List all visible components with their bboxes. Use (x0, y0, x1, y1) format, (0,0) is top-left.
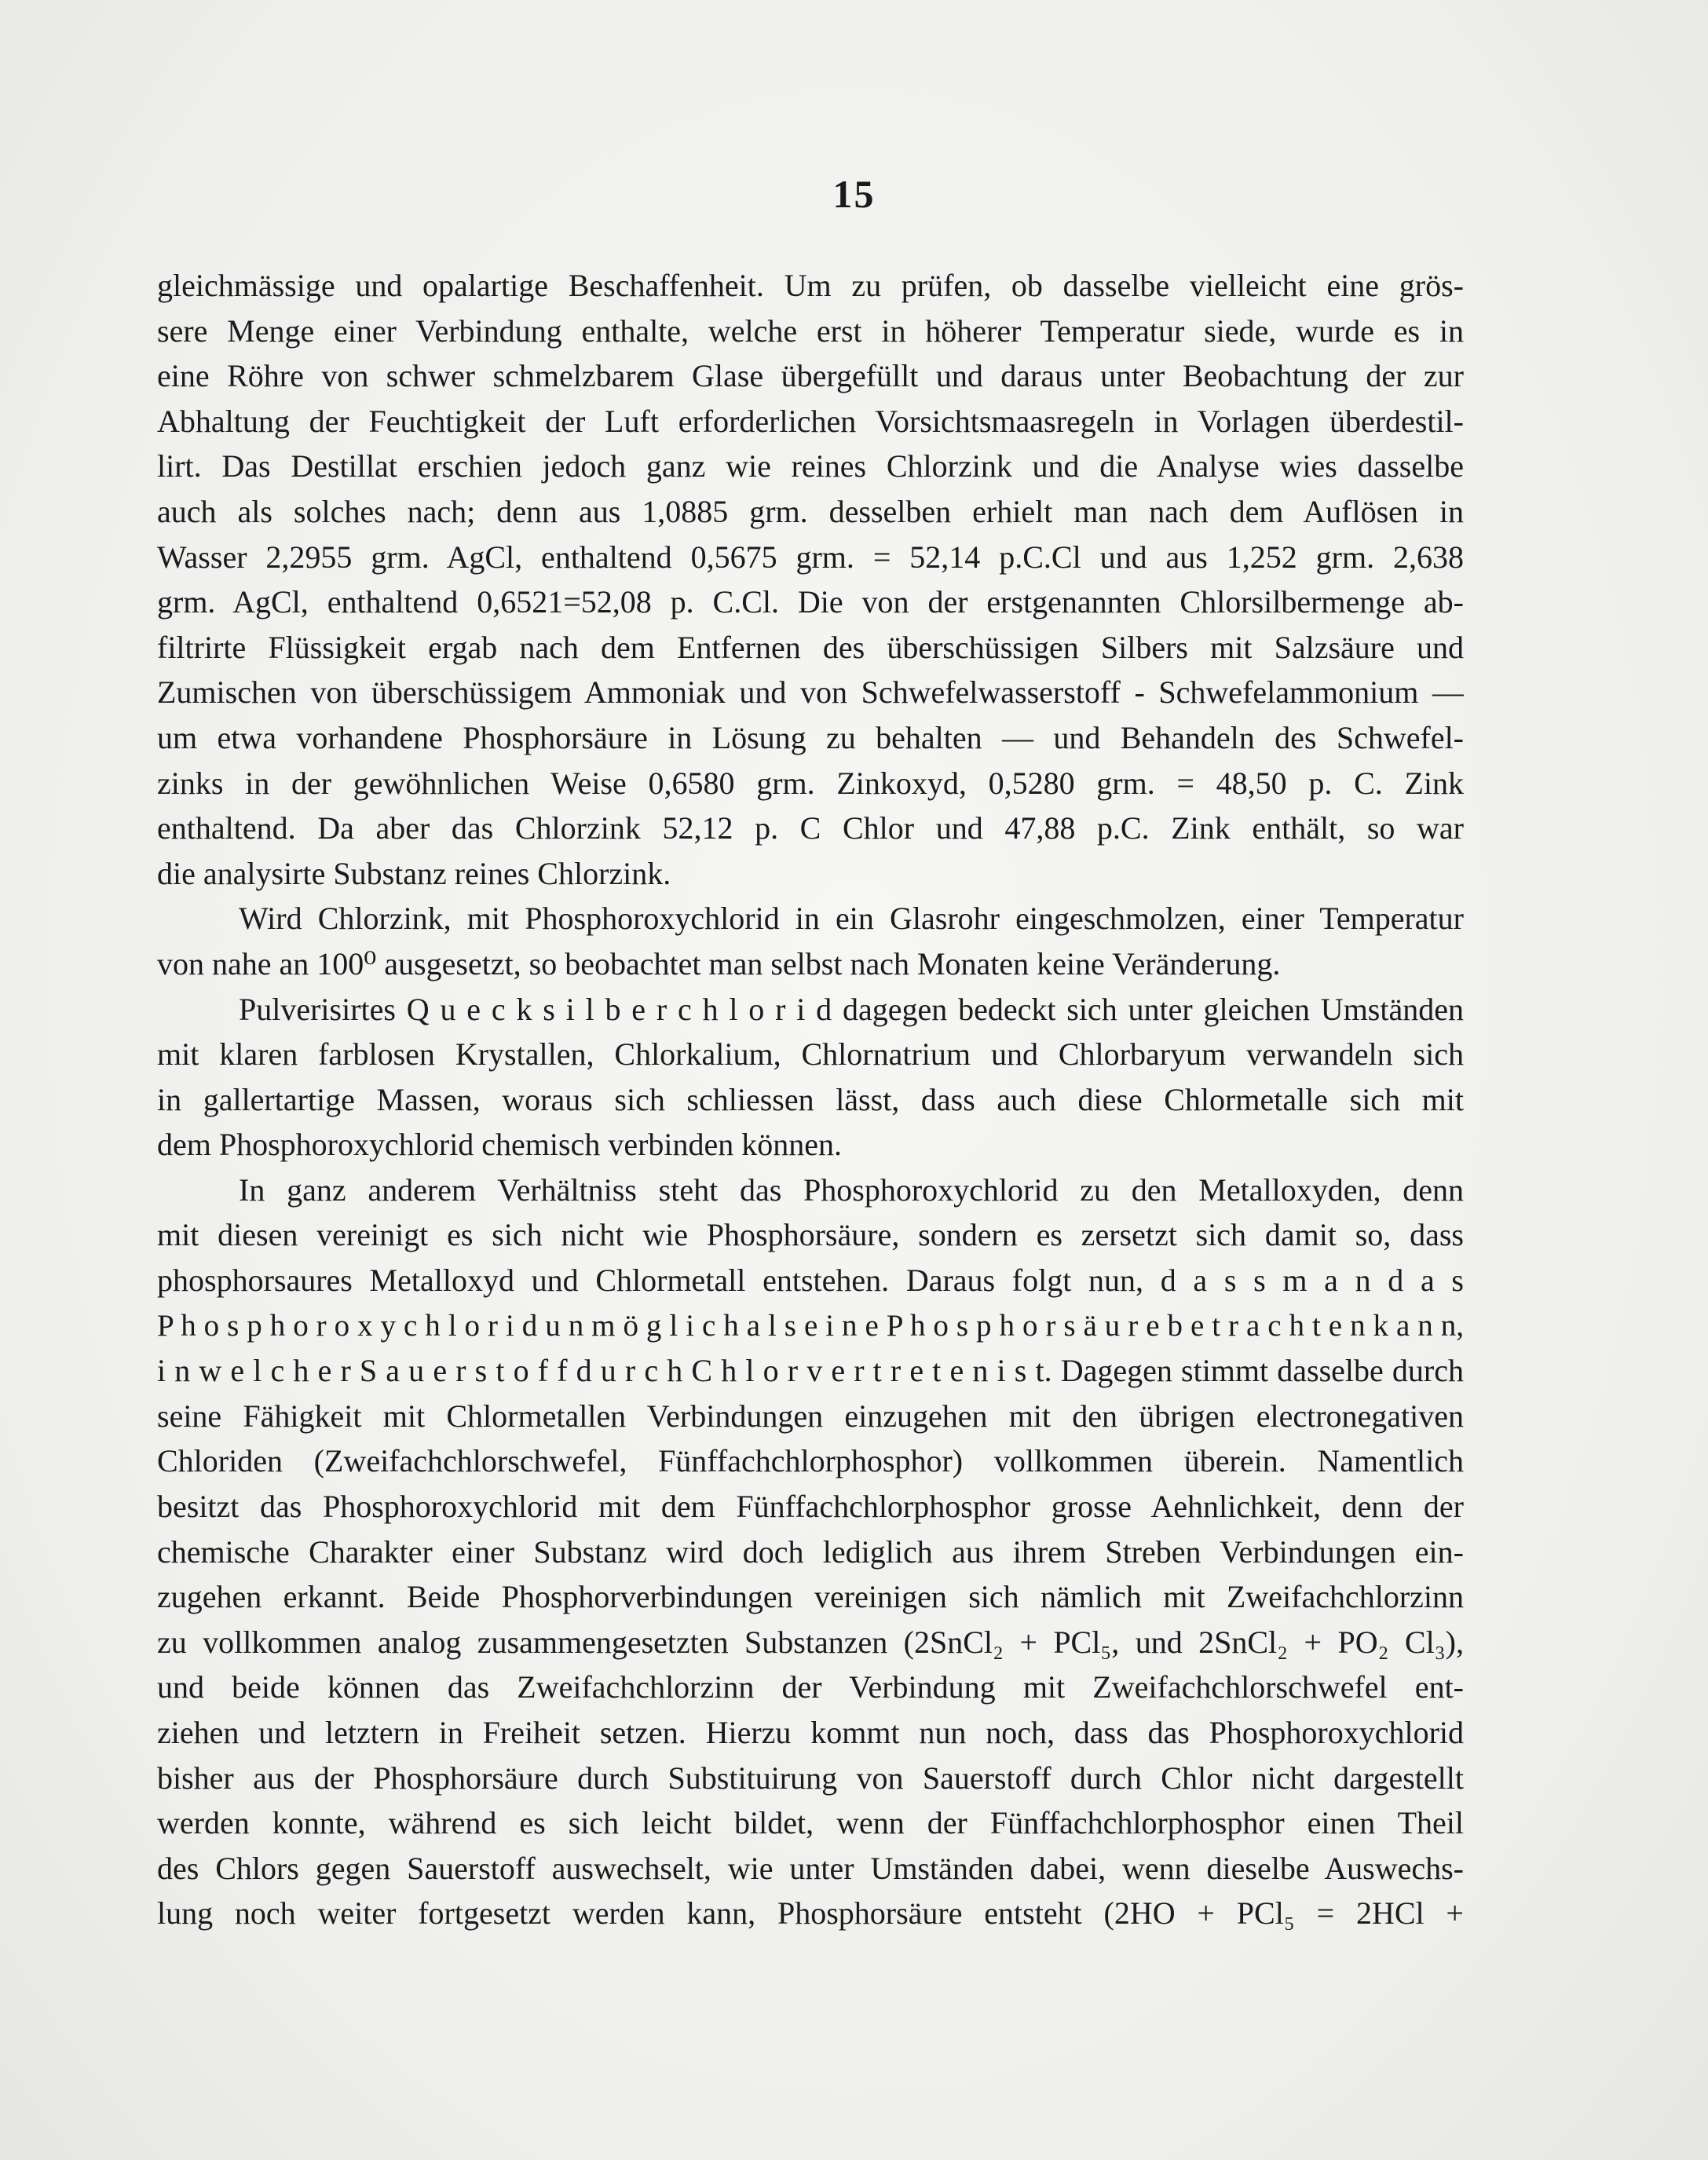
text-line: grm. AgCl, enthaltend 0,6521=52,08 p. C.Cl. Die von der erstgenannten Chlorsilbermenge ab- (157, 584, 1464, 620)
text-line: mit klaren farblosen Krystallen, Chlorkalium, Chlornatrium und Chlorbaryum verwandeln sich (157, 1036, 1464, 1073)
text-line: mit diesen vereinigt es sich nicht wie Phosphorsäure, sondern es zersetzt sich damit so, dass (157, 1217, 1464, 1253)
text-line: Wird Chlorzink, mit Phosphoroxychlorid in ein Glasrohr eingeschmolzen, einer Temperatur (239, 901, 1464, 937)
text-line: die analysirte Substanz reines Chlorzink. (157, 855, 671, 891)
text-line: lung noch weiter fortgesetzt werden kann, Phosphorsäure entsteht (2HO + PCl₅ = 2HCl + (157, 1895, 1464, 1932)
text-line: und beide können das Zweifachchlorzinn der Verbindung mit Zweifachchlorschwefel ent- (157, 1669, 1464, 1705)
text-line: eine Röhre von schwer schmelzbarem Glase übergefüllt und daraus unter Beobachtung der zur (157, 358, 1464, 394)
text-line: filtrirte Flüssigkeit ergab nach dem Entfernen des überschüssigen Silbers mit Salzsäure und (157, 629, 1464, 665)
text-line: in gallertartige Massen, woraus sich schliessen lässt, dass auch diese Chlormetalle sich mit (157, 1081, 1464, 1117)
text-line: Wasser 2,2955 grm. AgCl, enthaltend 0,5675 grm. = 52,14 p.C.Cl und aus 1,252 grm. 2,638 (157, 539, 1464, 575)
text-line: i n w e l c h e r S a u e r s t o f f d u r c h C h l o r v e r t r e t e n i s t. Dagegen stimmt dasselbe durch (157, 1353, 1464, 1389)
text-line: zugehen erkannt. Beide Phosphorverbindungen vereinigen sich nämlich mit Zweifachchlorzinn (157, 1579, 1464, 1615)
text-line: sere Menge einer Verbindung enthalte, welche erst in höherer Temperatur siede, wurde es in (157, 312, 1464, 349)
page-number: 15 (832, 172, 876, 216)
text-line: phosphorsaures Metalloxyd und Chlormetall entstehen. Daraus folgt nun, d a s s m a n d a s (157, 1263, 1464, 1299)
text-line: lirt. Das Destillat erschien jedoch ganz wie reines Chlorzink und die Analyse wies dasselbe (157, 448, 1464, 484)
text-line: von nahe an 100⁰ ausgesetzt, so beobachtet man selbst nach Monaten keine Veränderung. (157, 945, 1281, 981)
text-line: zinks in der gewöhnlichen Weise 0,6580 grm. Zinkoxyd, 0,5280 grm. = 48,50 p. C. Zink (157, 765, 1464, 801)
text-line: werden konnte, während es sich leicht bildet, wenn der Fünffachchlorphosphor einen Theil (157, 1805, 1464, 1841)
text-line: Pulverisirtes Q u e c k s i l b e r c h l o r i d dagegen bedeckt sich unter gleichen Umständen (239, 991, 1464, 1027)
text-line: Zumischen von überschüssigem Ammoniak und von Schwefelwasserstoff - Schwefelammonium — (157, 674, 1464, 711)
text-line: bisher aus der Phosphorsäure durch Substituirung von Sauerstoff durch Chlor nicht dargestellt (157, 1760, 1464, 1796)
text-line: besitzt das Phosphoroxychlorid mit dem Fünffachchlorphosphor grosse Aehnlichkeit, denn der (157, 1489, 1464, 1525)
text-line: In ganz anderem Verhältniss steht das Phosphoroxychlorid zu den Metalloxyden, denn (239, 1171, 1464, 1208)
text-line: chemische Charakter einer Substanz wird doch lediglich aus ihrem Streben Verbindungen ein- (157, 1533, 1464, 1570)
text-line: P h o s p h o r o x y c h l o r i d u n m ö g l i c h a l s e i n e P h o s p h o r s ä u r e b e t r a c h t e n k a n n, (157, 1308, 1464, 1343)
text-line: auch als solches nach; denn aus 1,0885 grm. desselben erhielt man nach dem Auflösen in (157, 493, 1464, 529)
body-text (157, 263, 1464, 1936)
text-line: gleichmässige und opalartige Beschaffenheit. Um zu prüfen, ob dasselbe vielleicht eine grös- (157, 268, 1464, 303)
text-line: um etwa vorhandene Phosphorsäure in Lösung zu behalten — und Behandeln des Schwefel- (157, 719, 1464, 755)
text-line: zu vollkommen analog zusammengesetzten Substanzen (2SnCl₂ + PCl₅, und 2SnCl₂ + PO₂ Cl₃), (157, 1624, 1464, 1660)
text-line: Chloriden (Zweifachchlorschwefel, Fünffachchlorphosphor) vollkommen überein. Namentlich (157, 1443, 1464, 1479)
text-line: enthaltend. Da aber das Chlorzink 52,12 p. C Chlor und 47,88 p.C. Zink enthält, so war (157, 810, 1464, 846)
text-line: des Chlors gegen Sauerstoff auswechselt, wie unter Umständen dabei, wenn dieselbe Auswechs- (157, 1850, 1464, 1886)
text-line: seine Fähigkeit mit Chlormetallen Verbindungen einzugehen mit den übrigen electronegativen (157, 1398, 1464, 1434)
text-line: Abhaltung der Feuchtigkeit der Luft erforderlichen Vorsichtsmaasregeln in Vorlagen überdestil- (157, 403, 1464, 439)
text-line: ziehen und letztern in Freiheit setzen. Hierzu kommt nun noch, dass das Phosphoroxychlorid (157, 1715, 1464, 1750)
text-line: dem Phosphoroxychlorid chemisch verbinden können. (157, 1127, 843, 1163)
